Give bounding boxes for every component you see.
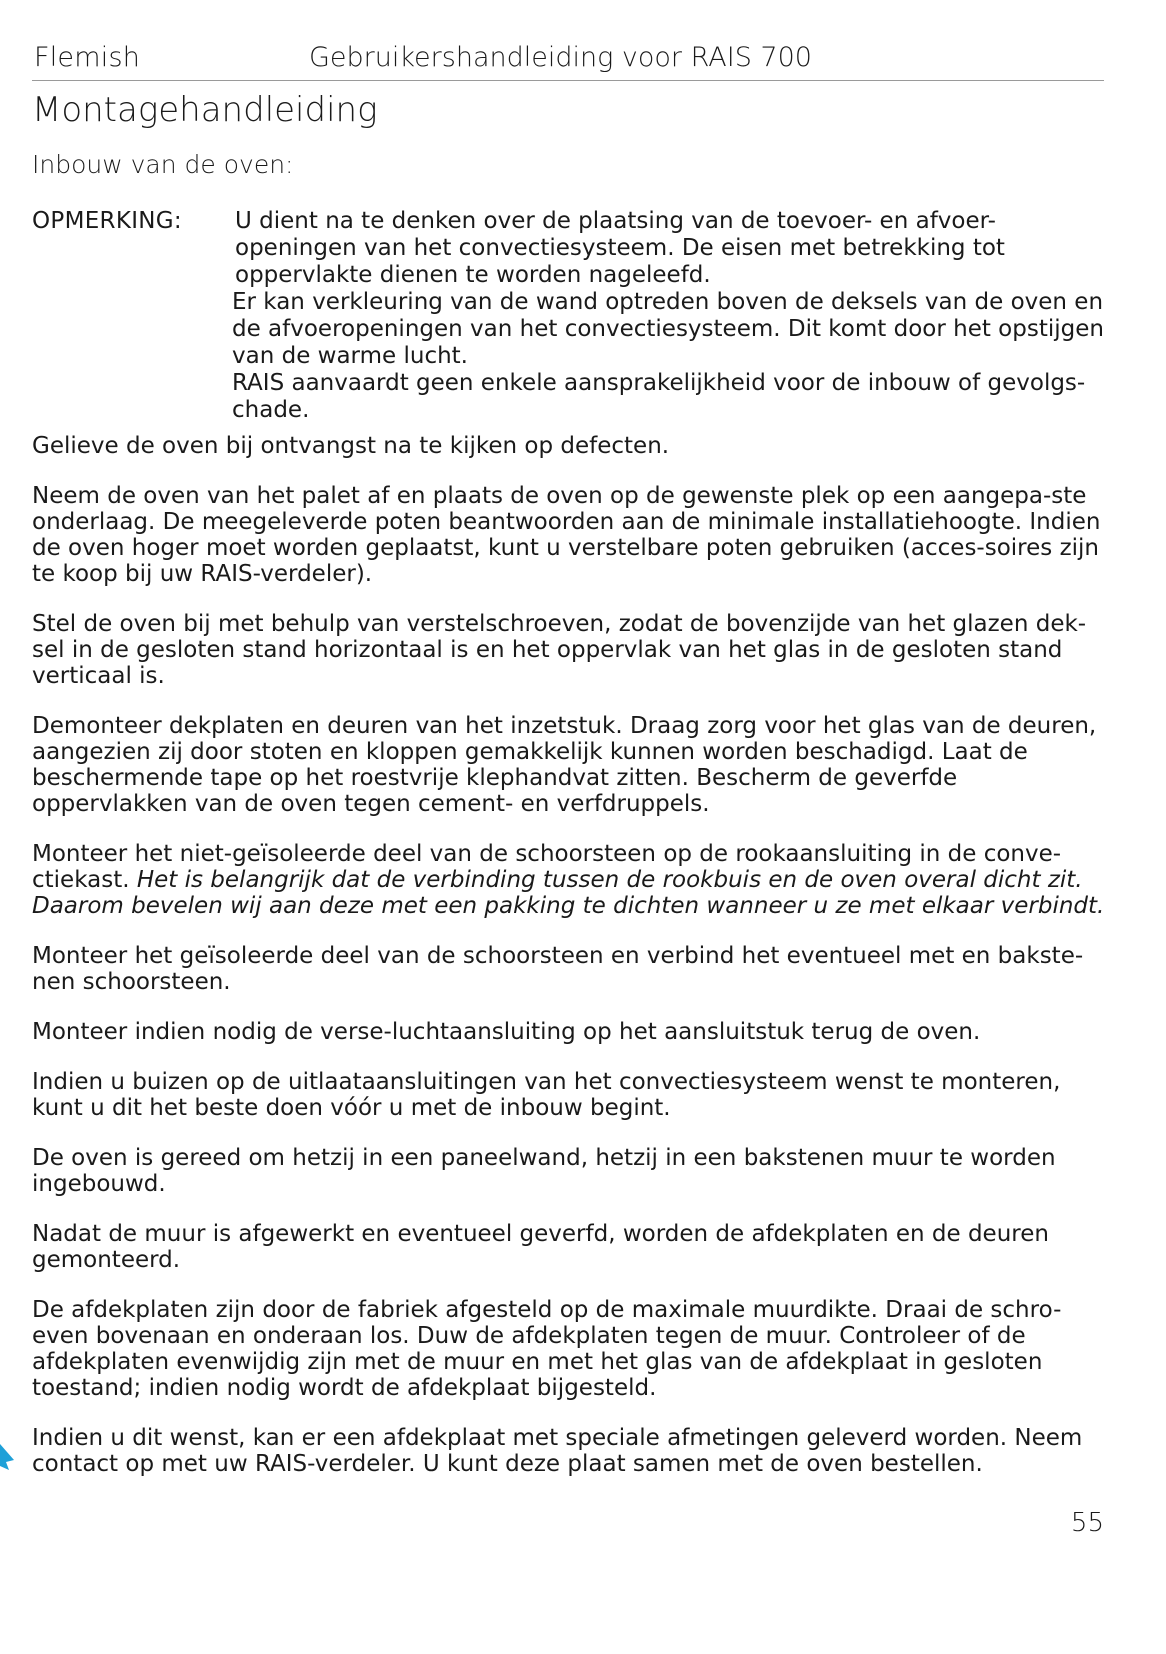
paragraph-after-wall-finish: Nadat de muur is afgewerkt en eventueel geverfd, worden de afdekplaten en de deuren gemonteerd. xyxy=(32,1221,1049,1273)
header-document-title: Gebruikershandleiding voor RAIS 700 xyxy=(309,42,812,73)
paragraph-chimney-insulated: Monteer het geïsoleerde deel van de schoorsteen en verbind het eventueel met en bakste-nen schoorsteen. xyxy=(32,943,1084,995)
paragraph-chimney-text: Monteer het niet-geïsoleerde deel van de schoorsteen op de rookaansluiting in de conve-ctiekast. xyxy=(32,841,1062,893)
paragraph-disassembly: Demonteer dekplaten en deuren van het inzetstuk. Draag zorg voor het glas van de deuren, aangezien zij door stoten en kloppen gemakkelijk kunnen worden beschadigd. Laat de beschermende tape op het roestvrije klephandvat zitten. Bescherm de geverfde oppervlakken van de oven tegen cement- en verfdruppels. xyxy=(32,713,1097,817)
section-subtitle: Inbouw van de oven: xyxy=(32,150,294,179)
paragraph-fresh-air: Monteer indien nodig de verse-luchtaansluiting op het aansluitstuk terug de oven. xyxy=(32,1019,981,1045)
note-line: U dient na te denken over de plaatsing van de toevoer- en afvoer- xyxy=(235,208,996,234)
paragraph-special-sizes: Indien u dit wenst, kan er een afdekplaat met speciale afmetingen geleverd worden. Neem contact op met uw RAIS-verdeler. U kunt deze plaat samen met de oven bestellen. xyxy=(32,1425,1083,1477)
note-line: de afvoeropeningen van het convectiesysteem. Dit komt door het opstijgen xyxy=(232,316,1104,342)
paragraph-chimney-warning: Het is belangrijk dat de verbinding tussen de rookbuis en de oven overal dicht zit. Daarom bevelen wij aan deze met een pakking te dichten wanneer u ze met elkaar verbindt. xyxy=(32,867,1105,919)
paragraph-exhaust-pipes: Indien u buizen op de uitlaataansluitingen van het convectiesysteem wenst te monteren, kunt u dit het beste doen vóór u met de inbouw begint. xyxy=(32,1069,1061,1121)
page-header xyxy=(32,40,1104,81)
page-title: Montagehandleiding xyxy=(32,90,378,130)
paragraph-adjustment: Stel de oven bij met behulp van verstelschroeven, zodat de bovenzijde van het glazen dek-sel in de gesloten stand horizontaal is en het oppervlak van het glas in de gesloten stand verticaal is. xyxy=(32,611,1087,689)
note-label: OPMERKING: xyxy=(32,208,182,234)
note-line: oppervlakte dienen te worden nageleefd. xyxy=(235,262,711,288)
paragraph-chimney-uninsulated xyxy=(32,841,1110,919)
body-text xyxy=(32,433,1110,1501)
paragraph-inspection: Gelieve de oven bij ontvangst na te kijken op defecten. xyxy=(32,433,670,459)
paragraph-cover-plates: De afdekplaten zijn door de fabriek afgesteld op de maximale muurdikte. Draai de schro-even bovenaan en onderaan los. Duw de afdekplaten tegen de muur. Controleer of de afdekplaten evenwijdig zijn met de muur en met het glas van de afdekplaat in gesloten toestand; indien nodig wordt de afdekplaat bijgesteld. xyxy=(32,1297,1062,1401)
note-line: chade. xyxy=(232,397,310,423)
note-line: van de warme lucht. xyxy=(232,343,468,369)
note-body xyxy=(232,208,1112,424)
paragraph-placement: Neem de oven van het palet af en plaats de oven op de gewenste plek op een aangepa-ste onderlaag. De meegeleverde poten beantwoorden aan de minimale installatiehoogte. Indien de oven hoger moet worden geplaatst, kunt u verstelbare poten gebruiken (acces-soires zijn te koop bij uw RAIS-verdeler). xyxy=(32,483,1101,587)
paragraph-ready-for-installation: De oven is gereed om hetzij in een paneelwand, hetzij in een bakstenen muur te worden ingebouwd. xyxy=(32,1145,1056,1197)
header-language: Flemish xyxy=(34,42,141,73)
page-number: 55 xyxy=(1070,1508,1104,1538)
note-line: Er kan verkleuring van de wand optreden boven de deksels van de oven en xyxy=(232,289,1104,315)
note-line: openingen van het convectiesysteem. De eisen met betrekking tot xyxy=(235,235,1005,261)
page-edge-marker-icon xyxy=(0,1444,14,1470)
note-line: RAIS aanvaardt geen enkele aansprakelijkheid voor de inbouw of gevolgs- xyxy=(232,370,1086,396)
